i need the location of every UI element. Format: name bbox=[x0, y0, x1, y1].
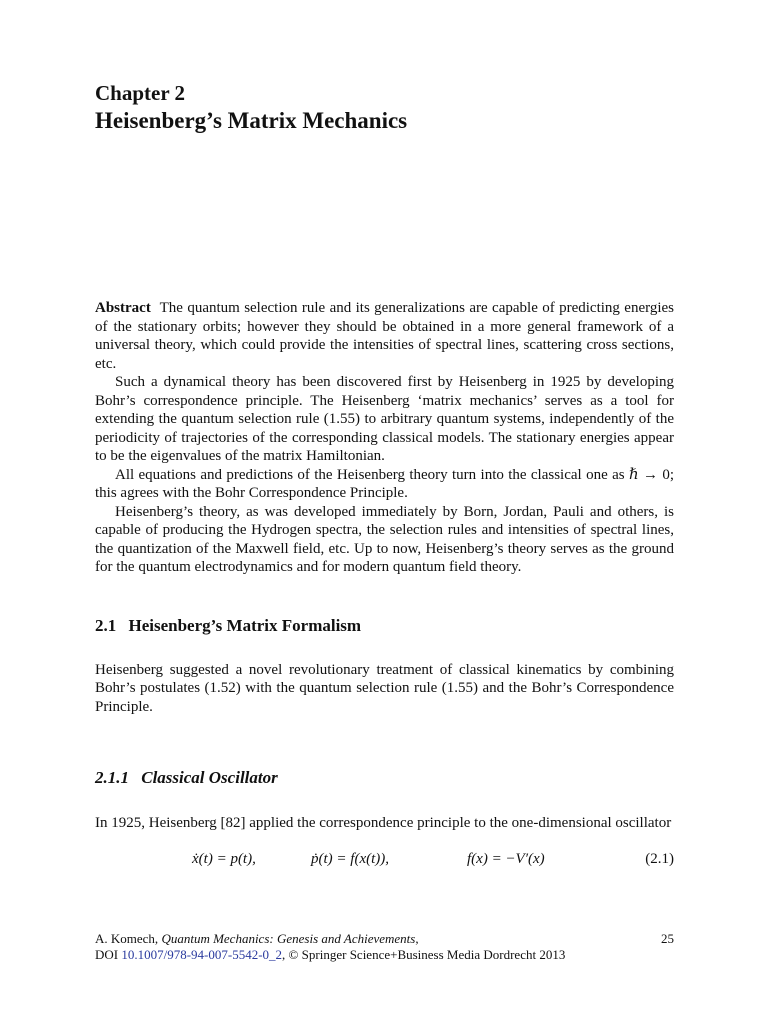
footer-title-separator: , bbox=[415, 931, 419, 946]
footer-author: A. Komech, bbox=[95, 931, 159, 946]
footer-citation-line bbox=[95, 931, 674, 947]
subsection-paragraph: In 1925, Heisenberg [82] applied the correspondence principle to the one-dimensional oscillator bbox=[95, 815, 672, 831]
doi-link[interactable]: 10.1007/978-94-007-5542-0_2 bbox=[121, 947, 283, 962]
footer-doi-line bbox=[95, 947, 674, 963]
page-content bbox=[95, 80, 674, 871]
footer-doi-prefix: DOI bbox=[95, 947, 119, 962]
section-number: 2.1 bbox=[95, 615, 117, 635]
subsection-title: Classical Oscillator bbox=[141, 768, 278, 787]
chapter-title: Heisenberg’s Matrix Mechanics bbox=[95, 108, 408, 133]
abstract-paragraph-1 bbox=[95, 299, 674, 373]
equation-part-3: f(x) = −V′(x) bbox=[467, 850, 545, 867]
abstract-paragraph-4: Heisenberg’s theory, as was developed immediately by Born, Jordan, Pauli and others, is capable of producing the Hydrogen spectra, the selection rules and intensities of spectral lines, the quantization of the Maxwell field, etc. Up to now, Heisenberg’s theory serves as the ground for the quantum electrodynamics and for modern quantum field theory. bbox=[95, 503, 674, 575]
page-number: 25 bbox=[661, 931, 674, 946]
page-footer bbox=[95, 931, 674, 963]
footer-copyright: , © Springer Science+Business Media Dordrecht 2013 bbox=[282, 947, 566, 962]
subsection-number: 2.1.1 bbox=[95, 768, 129, 787]
equation-number: (2.1) bbox=[645, 850, 674, 867]
subsection-heading bbox=[95, 767, 674, 789]
abstract-text-1: The quantum selection rule and its generalizations are capable of predicting energies of the stationary orbits; however they should be obtained in a more general framework of a universal theory, which could provide the intensities of spectral lines, scattering cross sections, etc. bbox=[95, 300, 675, 372]
equation-part-1: ẋ(t) = p(t), bbox=[192, 850, 256, 867]
section-title: Heisenberg’s Matrix Formalism bbox=[128, 615, 362, 635]
footer-book-title: Quantum Mechanics: Genesis and Achievements bbox=[161, 931, 416, 946]
equation-2-1 bbox=[95, 847, 674, 871]
section-paragraph: Heisenberg suggested a novel revolutionary treatment of classical kinematics by combining Bohr’s postulates (1.52) with the quantum selection rule (1.55) and the Bohr’s Correspondence Principle. bbox=[95, 661, 674, 715]
equation-part-2: ṗ(t) = f(x(t)), bbox=[311, 850, 390, 867]
section-heading bbox=[95, 615, 674, 637]
abstract-label: Abstract bbox=[95, 300, 151, 316]
abstract-paragraph-3: All equations and predictions of the Heisenberg theory turn into the classical one as ℏ → 0; this agrees with the Bohr Correspondence Principle. bbox=[95, 466, 674, 501]
footer-citation bbox=[95, 931, 419, 947]
chapter-label: Chapter 2 bbox=[95, 81, 186, 105]
abstract-paragraph-2: Such a dynamical theory has been discovered first by Heisenberg in 1925 by developing Bohr’s correspondence principle. The Heisenberg ‘matrix mechanics’ serves as a tool for extending the quantum selection rule (1.55) to arbitrary quantum systems, independently of the periodicity of trajectories of the corresponding classical models. The stationary energies appear to be the eigenvalues of the matrix Hamiltonian. bbox=[95, 374, 674, 464]
